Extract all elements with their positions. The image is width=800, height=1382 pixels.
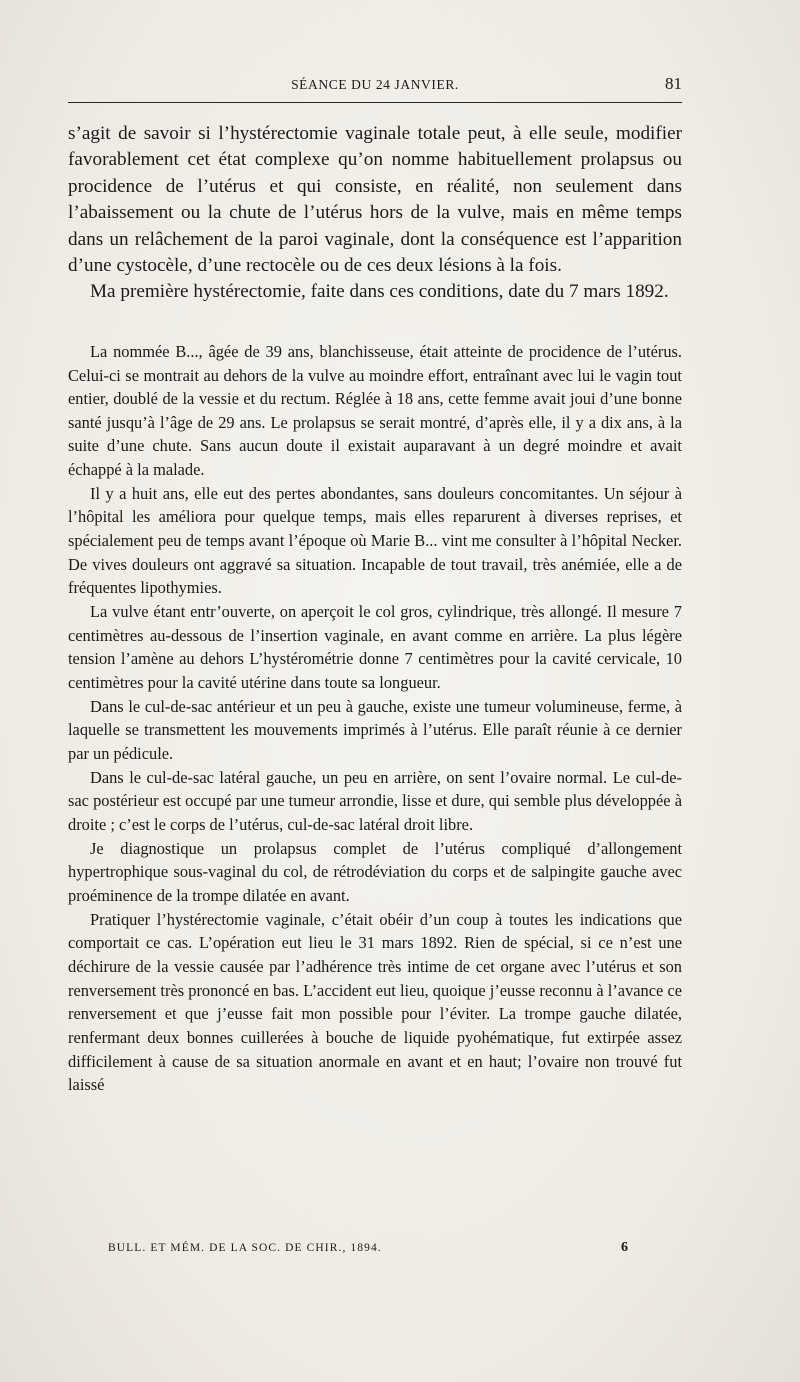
paragraph: s’agit de savoir si l’hystérectomie vaginale totale peut, à elle seule, modifier favorablement cet état complexe qu’on nomme habituellement prolapsus ou procidence de l’utérus et qui consiste, en réalité, non seulement dans l’abaissement ou la chute de l’utérus hors de la vulve, mais en même temps dans un relâchement de la paroi vaginale, dont la conséquence est l’apparition d’une cystocèle, d’une rectocèle ou de ces deux lésions à la fois. [68,123,682,277]
case-paragraph: Je diagnostique un prolapsus complet de l’utérus compliqué d’allongement hypertrophique sous-vaginal du col, de rétrodéviation du corps et de salpingite gauche avec proéminence de la trompe dilatée en avant. [68,838,682,905]
page-footer [108,1240,628,1262]
header-rule [68,102,682,103]
page-header [68,74,682,98]
case-paragraph: Il y a huit ans, elle eut des pertes abondantes, sans douleurs concomitantes. Un séjour à l’hôpital les améliora pour quelque temps, mais elles reparurent à diverses reprises, et spécialement peu de temps avant l’époque où Marie B... vint me consulter à l’hôpital Necker. De vives douleurs ont aggravé sa situation. Incapable de tout travail, très anémiée, elle a de fréquentes lipothymies. [68,483,682,598]
journal-reference: BULL. ET MÉM. DE LA SOC. DE CHIR., 1894. [108,1242,382,1254]
body-text [68,121,682,1097]
case-paragraph: La vulve étant entr’ouverte, on aperçoit le col gros, cylindrique, très allongé. Il mesure 7 centimètres au-dessous de l’insertion vaginale, en avant comme en arrière. La plus légère tension l’amène au dehors L’hystérométrie donne 7 centimètres pour la cavité cervicale, 10 centimètres pour la cavité utérine dans toute sa longueur. [68,602,682,693]
signature-mark: 6 [621,1240,628,1255]
paragraph: Ma première hystérectomie, faite dans ces conditions, date du 7 mars 1892. [90,281,669,303]
main-text [68,121,682,306]
case-report [68,340,682,1097]
case-paragraph: Dans le cul-de-sac latéral gauche, un peu en arrière, on sent l’ovaire normal. Le cul-de-sac postérieur est occupé par une tumeur arrondie, lisse et dure, qui semble plus développée à droite ; c’est le corps de l’utérus, cul-de-sac latéral droit libre. [68,767,682,834]
page-number: 81 [665,74,682,93]
case-paragraph: Dans le cul-de-sac antérieur et un peu à gauche, existe une tumeur volumineuse, ferme, à laquelle se transmettent les mouvements imprimés à l’utérus. Elle paraît réunie à ce dernier par un pédicule. [68,696,682,763]
case-paragraph: La nommée B..., âgée de 39 ans, blanchisseuse, était atteinte de procidence de l’utérus. Celui-ci se montrait au dehors de la vulve au moindre effort, entraînant avec lui le vagin tout entier, doublé de la vessie et du rectum. Réglée à 18 ans, cette femme avait joui d’une bonne santé jusqu’à l’âge de 29 ans. Le prolapsus se serait montré, d’après elle, il y a dix ans, à la suite d’une chute. Sans aucun doute il existait auparavant à un degré moindre et avait échappé à la malade. [68,341,682,480]
running-title: SÉANCE DU 24 JANVIER. [291,77,459,92]
case-paragraph: Pratiquer l’hystérectomie vaginale, c’était obéir d’un coup à toutes les indications que comportait ce cas. L’opération eut lieu le 31 mars 1892. Rien de spécial, si ce n’est une déchirure de la vessie causée par l’adhérence très intime de cet organe avec l’utérus et son renversement très prononcé en bas. L’accident eut lieu, quoique j’eusse reconnu à l’avance ce renversement et que j’eusse fait mon possible pour l’éviter. La trompe gauche dilatée, renfermant deux bonnes cuillerées à bouche de liquide pyohématique, fut extirpée assez difficilement à cause de sa situation anormale en avant et en haut; l’ovaire non trouvé fut laissé [68,909,682,1095]
